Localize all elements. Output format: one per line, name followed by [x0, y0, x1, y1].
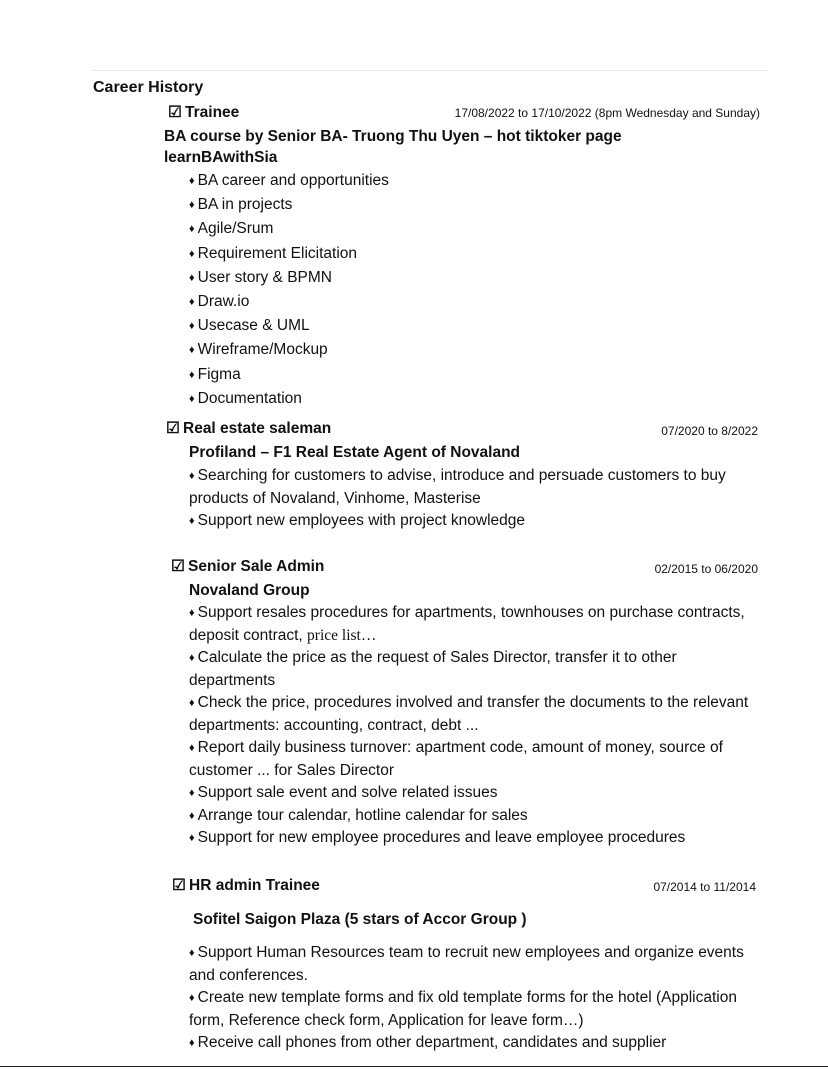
bullet-icon: ♦ [189, 344, 195, 357]
list-item: ♦ Check the price, procedures involved and transfer the documents to the relevant departments: accounting, contract, debt ... [189, 694, 749, 734]
list-item: ♦ Support sale event and solve related issues [189, 782, 759, 805]
job-dates: 07/2020 to 8/2022 [661, 424, 758, 438]
list-item: ♦ BA in projects [189, 193, 389, 217]
bullet-icon: ♦ [189, 392, 195, 405]
job-title-text: HR admin Trainee [189, 877, 320, 894]
list-item: ♦ Agile/Srum [189, 217, 389, 241]
bullet-icon: ♦ [189, 947, 195, 959]
bullet-icon: ♦ [189, 1037, 195, 1049]
job-organization: BA course by Senior BA- Truong Thu Uyen – hot tiktoker page learnBAwithSia [164, 128, 622, 166]
bullet-icon: ♦ [189, 247, 195, 260]
bottom-divider [0, 1066, 828, 1067]
job-title-text: Senior Sale Admin [188, 558, 325, 575]
job-dates: 02/2015 to 06/2020 [654, 562, 758, 576]
list-item: ♦ Usecase & UML [189, 314, 389, 338]
bullet-icon: ♦ [189, 515, 195, 527]
list-item: ♦ Arrange tour calendar, hotline calendar for sales [189, 805, 759, 828]
bullet-icon: ♦ [189, 809, 195, 822]
bullet-icon: ♦ [189, 296, 195, 309]
checkbox-icon: ☑ [166, 420, 180, 437]
job-title-hr-admin [172, 876, 320, 895]
bullet-icon: ♦ [189, 320, 195, 333]
list-item: ♦ Draw.io [189, 290, 389, 314]
list-item: ♦ User story & BPMN [189, 266, 389, 290]
top-divider [92, 70, 768, 71]
bullet-icon: ♦ [189, 607, 195, 619]
job-dates: 07/2014 to 11/2014 [653, 880, 756, 894]
bullet-icon: ♦ [189, 787, 195, 799]
job-organization: Profiland – F1 Real Estate Agent of Novaland [189, 444, 521, 461]
list-item: ♦ Wireframe/Mockup [189, 338, 389, 362]
bullet-icon: ♦ [189, 697, 195, 709]
job-duty-list [189, 169, 389, 411]
job-organization: Novaland Group [189, 582, 310, 599]
list-item: ♦ Searching for customers to advise, introduce and persuade customers to buy products of Novaland, Vinhome, Masterise [189, 467, 726, 507]
checkbox-icon: ☑ [172, 877, 186, 894]
job-title-text: Trainee [185, 104, 240, 121]
list-item: ♦ Report daily business turnover: apartment code, amount of money, source of customer ... for Sales Director [189, 739, 723, 779]
list-item: ♦ Support Human Resources team to recruit new employees and organize events and conferences. [189, 944, 744, 984]
bullet-icon: ♦ [189, 470, 195, 482]
list-item: ♦ Support resales procedures for apartments, townhouses on purchase contracts, deposit contract, price list… [189, 604, 745, 644]
bullet-icon: ♦ [189, 199, 195, 212]
job-title-real-estate [166, 419, 331, 438]
list-item: ♦ Support for new employee procedures and leave employee procedures [189, 827, 759, 850]
bullet-icon: ♦ [189, 223, 195, 236]
list-item: ♦ BA career and opportunities [189, 169, 389, 193]
bullet-icon: ♦ [189, 992, 195, 1004]
list-item: ♦ Requirement Elicitation [189, 242, 389, 266]
checkbox-icon: ☑ [168, 104, 182, 121]
bullet-icon: ♦ [189, 652, 195, 664]
job-duty-list [189, 465, 759, 533]
bullet-icon: ♦ [189, 742, 195, 754]
list-item: ♦ Support new employees with project knowledge [189, 510, 759, 533]
checkbox-icon: ☑ [171, 558, 185, 575]
job-duty-list [189, 602, 759, 850]
list-item: ♦ Create new template forms and fix old template forms for the hotel (Application form, Reference check form, Application for leave form…) [189, 989, 737, 1029]
list-item: ♦ Receive call phones from other department, candidates and supplier [189, 1032, 764, 1055]
job-organization: Sofitel Saigon Plaza (5 stars of Accor Group ) [193, 911, 527, 928]
job-dates: 17/08/2022 to 17/10/2022 (8pm Wednesday and Sunday) [454, 106, 760, 120]
bullet-icon: ♦ [189, 271, 195, 284]
job-title-senior-sale-admin [171, 557, 324, 576]
list-item: ♦ Documentation [189, 387, 389, 411]
bullet-icon: ♦ [189, 368, 195, 381]
job-duty-list [189, 942, 764, 1055]
bullet-icon: ♦ [189, 832, 195, 844]
list-item: ♦ Figma [189, 363, 389, 387]
job-title-trainee [168, 103, 239, 122]
list-item: ♦ Calculate the price as the request of Sales Director, transfer it to other departments [189, 649, 677, 689]
bullet-icon: ♦ [189, 175, 195, 187]
section-title: Career History [93, 79, 204, 96]
job-title-text: Real estate saleman [183, 420, 332, 437]
